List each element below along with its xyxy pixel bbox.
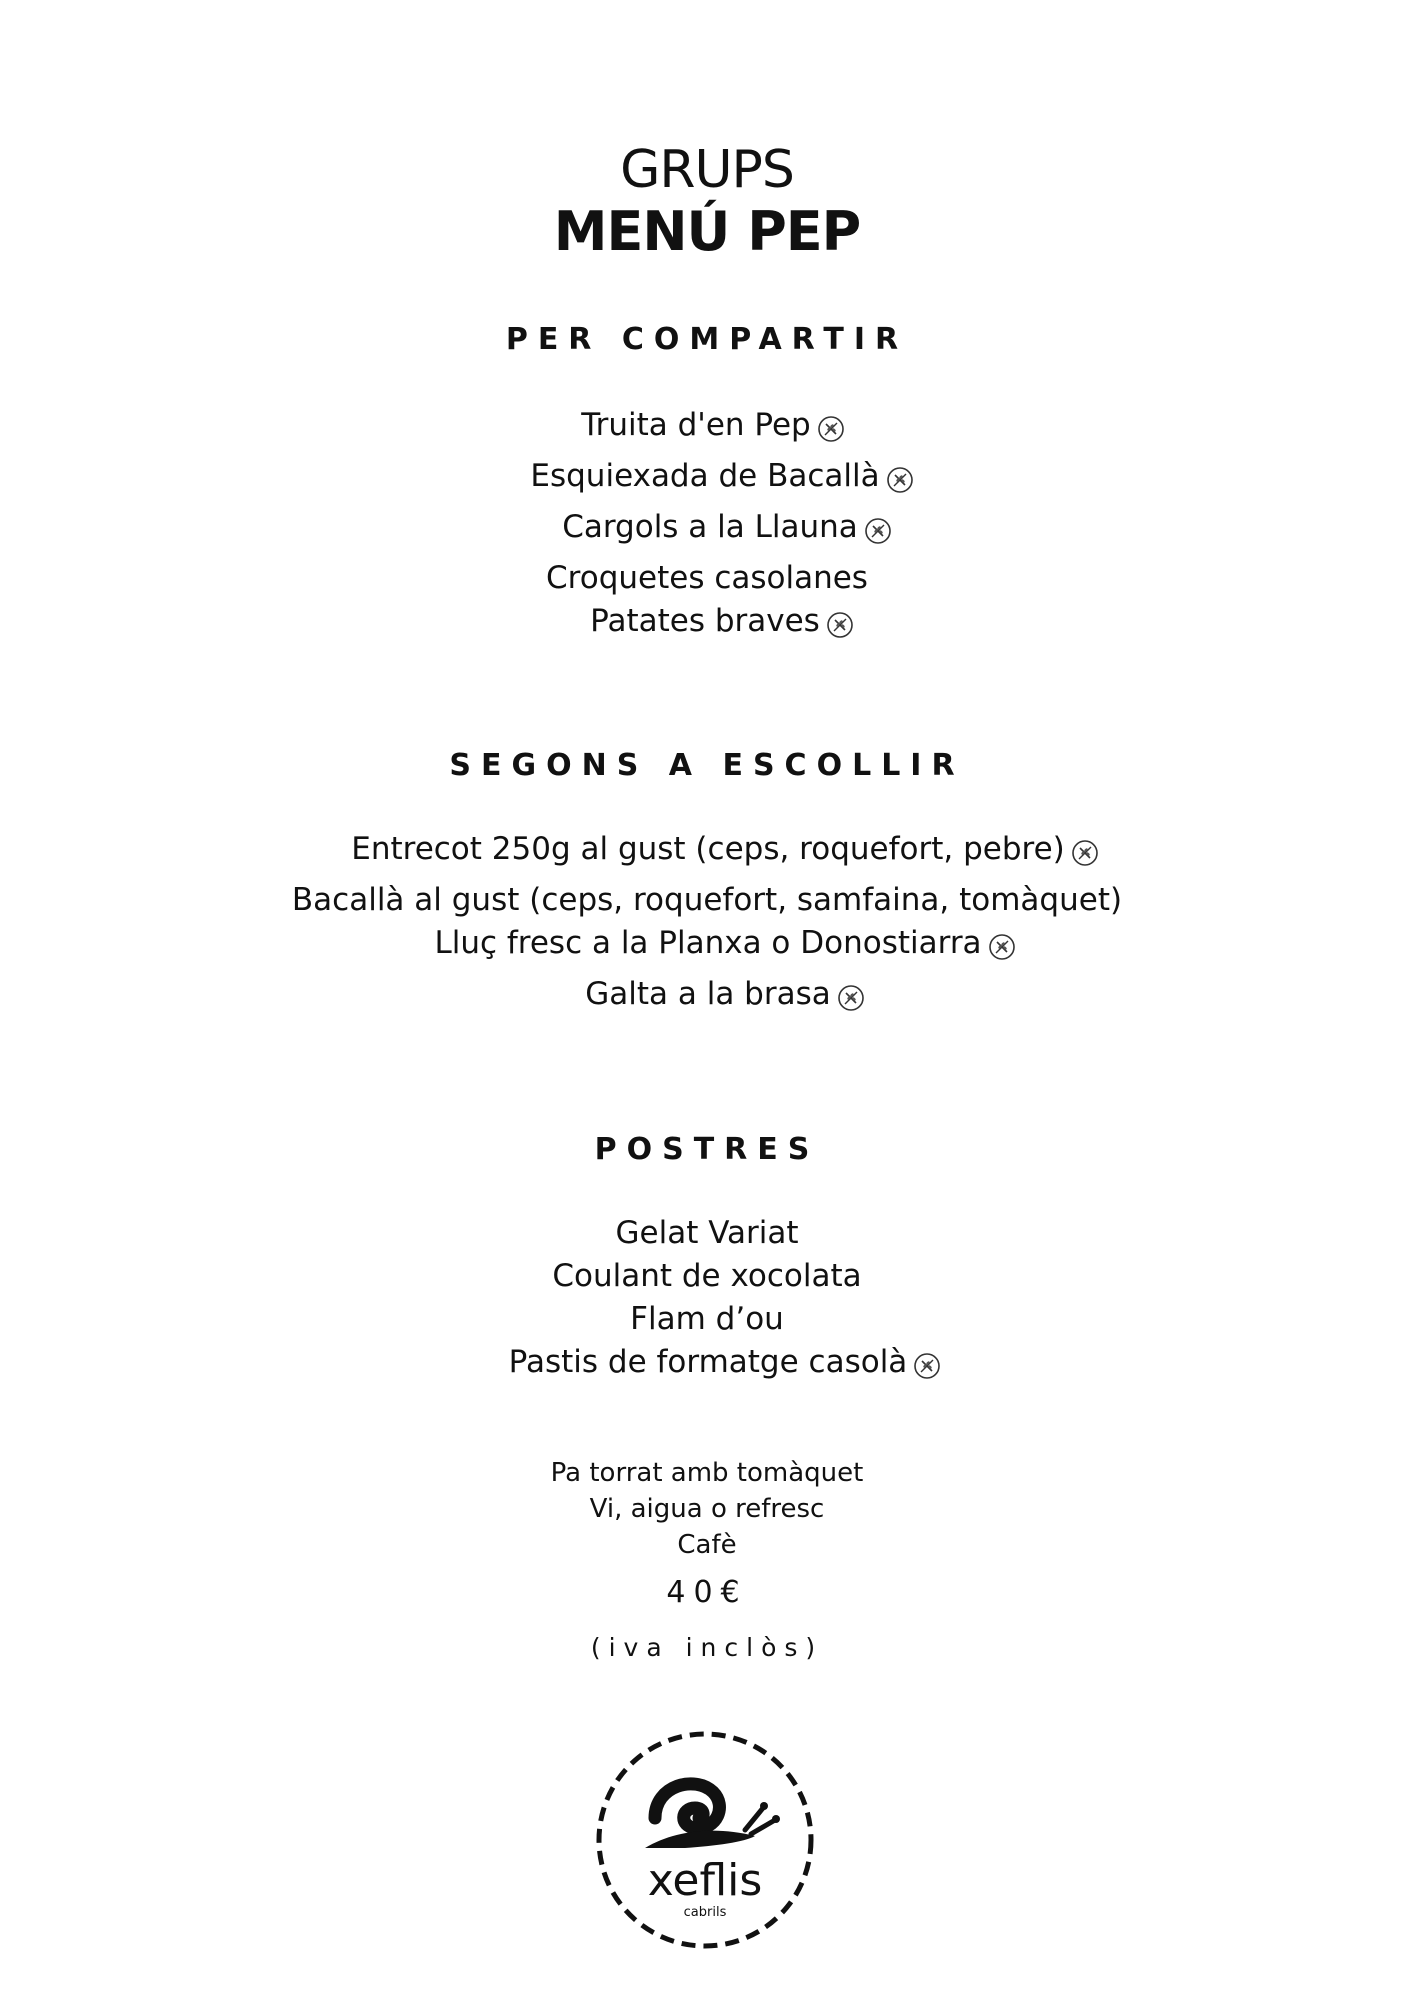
restaurant-logo (595, 1730, 815, 1950)
menu-item: Cargols a la Llauna (0, 506, 1414, 557)
menu-item: Pastis de formatge casolà (0, 1341, 1414, 1392)
gluten-free-icon (837, 981, 865, 1024)
gluten-free-icon (886, 463, 914, 506)
menu-item: Esquiexada de Bacallà (0, 455, 1414, 506)
section-title-desserts: POSTRES (594, 1132, 820, 1167)
menu-item: Lluç fresc a la Planxa o Donostiarra (0, 922, 1414, 973)
menu-item: Gelat Variat (615, 1215, 799, 1251)
extra-item: Cafè (677, 1530, 737, 1560)
section-items-mains (0, 828, 1414, 1024)
gluten-free-icon (817, 412, 845, 455)
menu-item: Bacallà al gust (ceps, roquefort, samfaina, tomàquet) (291, 882, 1123, 918)
gluten-free-icon (988, 930, 1016, 973)
menu-heading-groups: GRUPS (620, 140, 794, 200)
snail-icon (645, 1784, 780, 1848)
menu-title: MENÚ PEP (553, 200, 861, 263)
menu-price: 40€ (666, 1575, 748, 1610)
extra-item: Vi, aigua o refresc (589, 1494, 825, 1524)
extra-item: Pa torrat amb tomàquet (550, 1458, 864, 1488)
section-items-desserts (0, 1212, 1414, 1392)
gluten-free-icon (826, 608, 854, 651)
menu-item: Coulant de xocolata (552, 1258, 862, 1294)
menu-item: Entrecot 250g al gust (ceps, roquefort, pebre) (0, 828, 1414, 879)
menu-item: Galta a la brasa (0, 973, 1414, 1024)
gluten-free-icon (1071, 836, 1099, 879)
menu-item: Flam d’ou (630, 1301, 784, 1337)
logo-subtitle: cabrils (683, 1905, 727, 1920)
gluten-free-icon (913, 1349, 941, 1392)
section-title-mains: SEGONS A ESCOLLIR (449, 748, 965, 783)
logo-name: xeflis (647, 1855, 763, 1906)
menu-item: Croquetes casolanes (546, 560, 868, 596)
vat-note: (iva inclòs) (590, 1633, 824, 1662)
menu-item: Truita d'en Pep (0, 404, 1414, 455)
included-extras (0, 1455, 1414, 1563)
gluten-free-icon (864, 514, 892, 557)
section-items-sharing (0, 404, 1414, 651)
menu-item: Patates braves (0, 600, 1414, 651)
section-title-sharing: PER COMPARTIR (505, 322, 909, 357)
